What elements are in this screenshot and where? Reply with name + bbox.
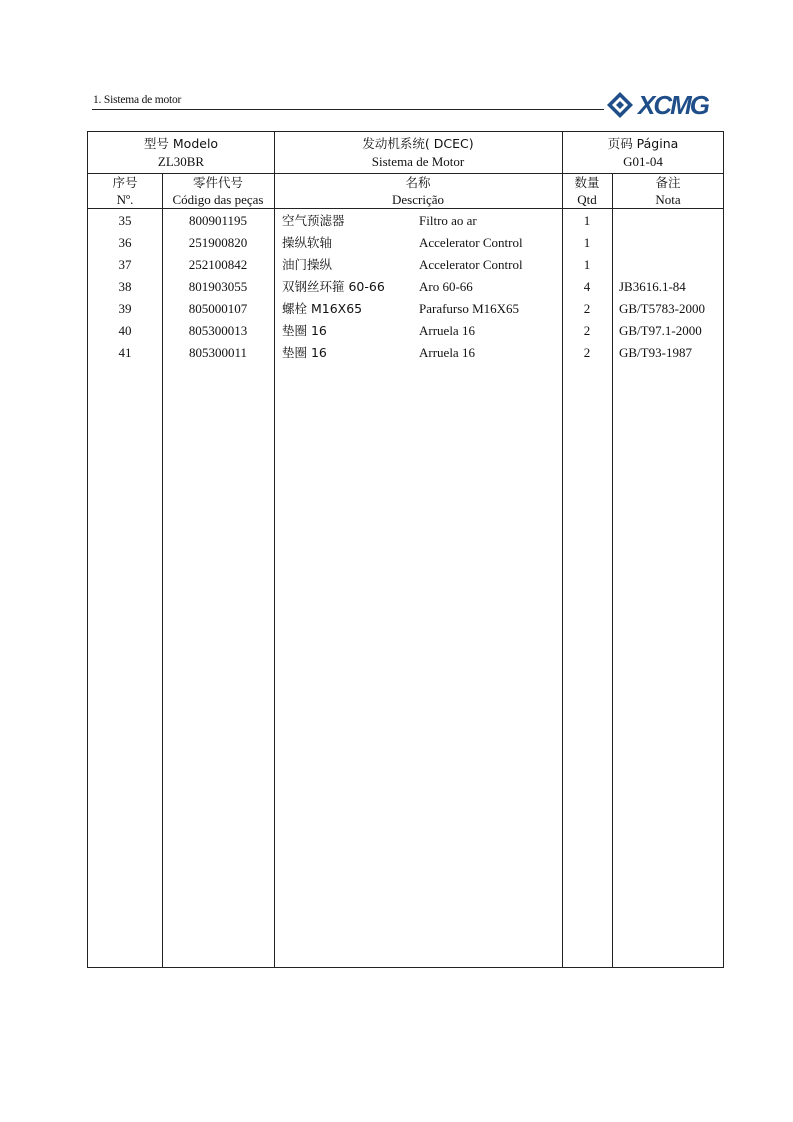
row-name-zh: 油门操纵 bbox=[282, 257, 333, 272]
row-note: GB/T5783-2000 bbox=[619, 301, 705, 316]
col-header-note: 备注 Nota bbox=[655, 175, 681, 207]
row-qty: 2 bbox=[583, 323, 591, 338]
col-header-no: 序号 Nº. bbox=[112, 175, 138, 207]
row-name-pt: Parafurso M16X65 bbox=[419, 301, 520, 316]
row-name-zh: 操纵软轴 bbox=[282, 235, 333, 250]
row-name-pt: Arruela 16 bbox=[419, 323, 475, 338]
row-qty: 1 bbox=[583, 235, 591, 250]
col-header-code: 零件代号 Código das peças bbox=[172, 175, 264, 207]
row-no: 40 bbox=[118, 323, 132, 338]
table-row bbox=[88, 320, 723, 342]
section-title: 1. Sistema de motor bbox=[93, 94, 182, 106]
row-code: 251900820 bbox=[188, 235, 248, 250]
table-row bbox=[88, 298, 723, 320]
row-name-pt: Accelerator Control bbox=[419, 257, 523, 272]
row-qty: 4 bbox=[583, 279, 591, 294]
row-qty: 1 bbox=[583, 213, 591, 228]
model-value: ZL30BR bbox=[157, 154, 205, 169]
col-header-desc: 名称 Descrição bbox=[392, 175, 444, 207]
page-value: G01-04 bbox=[623, 154, 663, 169]
table-row bbox=[88, 254, 723, 276]
row-no: 39 bbox=[118, 301, 132, 316]
row-name-pt: Aro 60-66 bbox=[419, 279, 473, 294]
row-code: 252100842 bbox=[188, 257, 248, 272]
row-no: 35 bbox=[118, 213, 132, 228]
row-no: 36 bbox=[118, 235, 132, 250]
row-name-pt: Accelerator Control bbox=[419, 235, 523, 250]
row-qty: 2 bbox=[583, 301, 591, 316]
row-name-pt: Arruela 16 bbox=[419, 345, 475, 360]
system-label: 发动机系统( DCEC) bbox=[362, 136, 474, 151]
table-row bbox=[88, 276, 723, 298]
table-row bbox=[88, 342, 723, 364]
divider-column-header bbox=[88, 208, 723, 209]
brand-logo bbox=[606, 91, 724, 119]
row-name-zh: 垫圈 16 bbox=[282, 345, 327, 360]
logo-emblem-icon bbox=[606, 91, 634, 119]
row-note: GB/T93-1987 bbox=[619, 345, 692, 360]
row-name-pt: Filtro ao ar bbox=[419, 213, 477, 228]
row-no: 41 bbox=[118, 345, 132, 360]
col-header-qty: 数量 Qtd bbox=[574, 175, 600, 207]
row-code: 800901195 bbox=[188, 213, 248, 228]
row-name-zh: 垫圈 16 bbox=[282, 323, 327, 338]
row-note: JB3616.1-84 bbox=[619, 279, 686, 294]
row-code: 805300011 bbox=[188, 345, 248, 360]
parts-table bbox=[87, 131, 724, 968]
header-rule bbox=[92, 109, 604, 110]
row-name-zh: 双钢丝环箍 60-66 bbox=[282, 279, 385, 294]
brand-wordmark: XCMG bbox=[638, 90, 708, 120]
row-code: 805000107 bbox=[188, 301, 248, 316]
row-no: 38 bbox=[118, 279, 132, 294]
system-value: Sistema de Motor bbox=[371, 154, 465, 169]
table-row bbox=[88, 210, 723, 232]
row-qty: 1 bbox=[583, 257, 591, 272]
model-label: 型号 Modelo bbox=[143, 136, 219, 151]
row-qty: 2 bbox=[583, 345, 591, 360]
row-code: 805300013 bbox=[188, 323, 248, 338]
page-label: 页码 Página bbox=[607, 136, 679, 151]
row-name-zh: 空气预滤器 bbox=[282, 213, 345, 228]
row-no: 37 bbox=[118, 257, 132, 272]
row-name-zh: 螺栓 M16X65 bbox=[282, 301, 363, 316]
row-code: 801903055 bbox=[188, 279, 248, 294]
row-note: GB/T97.1-2000 bbox=[619, 323, 702, 338]
table-row bbox=[88, 232, 723, 254]
